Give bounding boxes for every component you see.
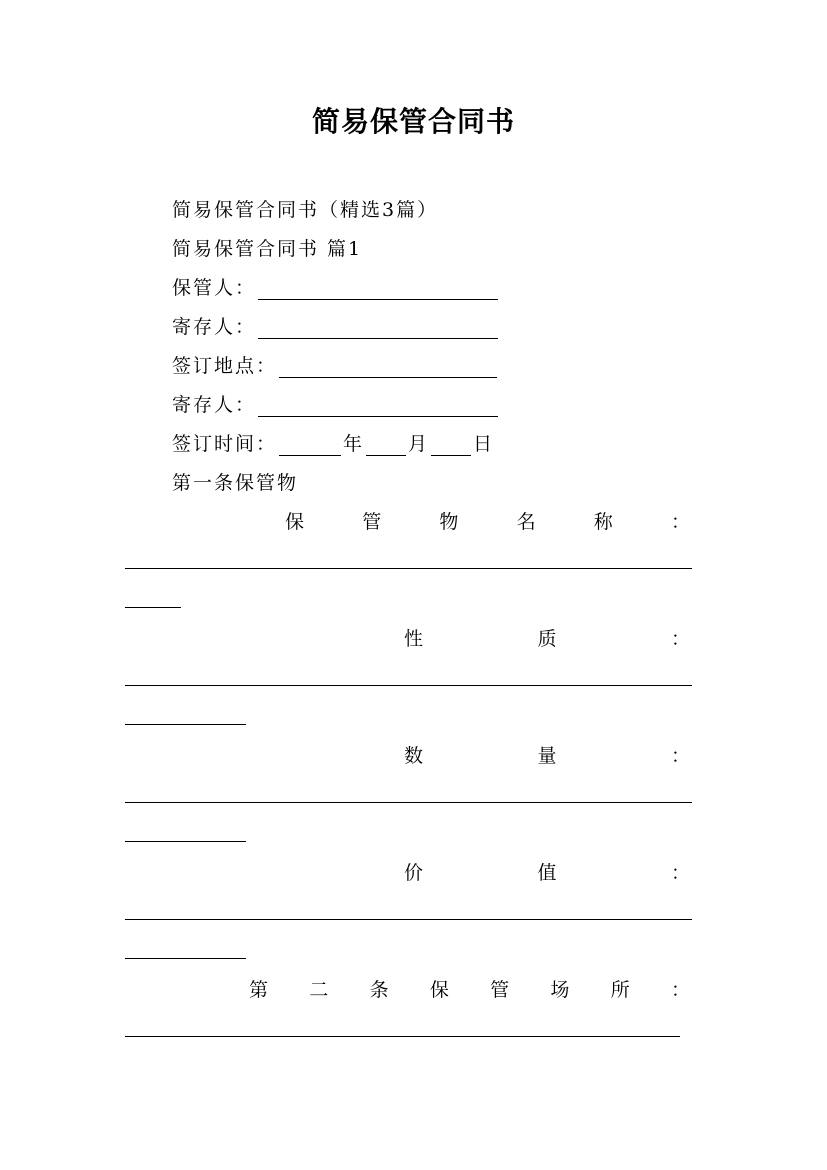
year-label: 年	[343, 433, 365, 455]
signing-place-field	[172, 354, 499, 378]
nature-label: 性 质 ：	[404, 628, 690, 650]
item-name-blank-line-2[interactable]	[125, 607, 181, 608]
month-blank[interactable]	[366, 437, 406, 456]
quantity-label: 数 量 ：	[404, 745, 690, 767]
item-name-blank-line-1[interactable]	[125, 568, 692, 569]
nature-blank-line-1[interactable]	[125, 685, 692, 686]
depositor-label-1: 寄存人：	[172, 316, 257, 338]
article-2-heading: 第 二 条 保 管 场 所 ：	[249, 979, 690, 1001]
document-subtitle: 简易保管合同书（精选3篇）	[172, 199, 439, 221]
day-label: 日	[473, 433, 495, 455]
item-name-label: 保 管 物 名 称 ：	[285, 511, 690, 533]
value-blank-line-2[interactable]	[125, 958, 246, 959]
signing-place-blank[interactable]	[279, 359, 497, 378]
depositor-blank-1[interactable]	[258, 320, 498, 339]
document-title: 简易保管合同书	[311, 105, 515, 138]
storage-place-blank-line[interactable]	[125, 1036, 680, 1037]
quantity-blank-line-1[interactable]	[125, 802, 692, 803]
signing-place-label: 签订地点：	[172, 355, 278, 377]
article-1-heading: 第一条保管物	[172, 472, 299, 494]
year-blank[interactable]	[279, 437, 341, 456]
signing-time-field	[172, 432, 494, 456]
nature-blank-line-2[interactable]	[125, 724, 246, 725]
value-blank-line-1[interactable]	[125, 919, 692, 920]
depositor-field-1	[172, 315, 500, 339]
part-heading: 简易保管合同书 篇1	[172, 238, 363, 260]
custodian-field	[172, 276, 500, 300]
depositor-blank-2[interactable]	[258, 398, 498, 417]
depositor-label-2: 寄存人：	[172, 394, 257, 416]
custodian-blank[interactable]	[258, 281, 498, 300]
custodian-label: 保管人：	[172, 277, 257, 299]
depositor-field-2	[172, 393, 500, 417]
quantity-blank-line-2[interactable]	[125, 841, 246, 842]
signing-time-label: 签订时间：	[172, 433, 278, 455]
day-blank[interactable]	[431, 437, 471, 456]
month-label: 月	[408, 433, 430, 455]
value-label: 价 值 ：	[404, 862, 690, 884]
